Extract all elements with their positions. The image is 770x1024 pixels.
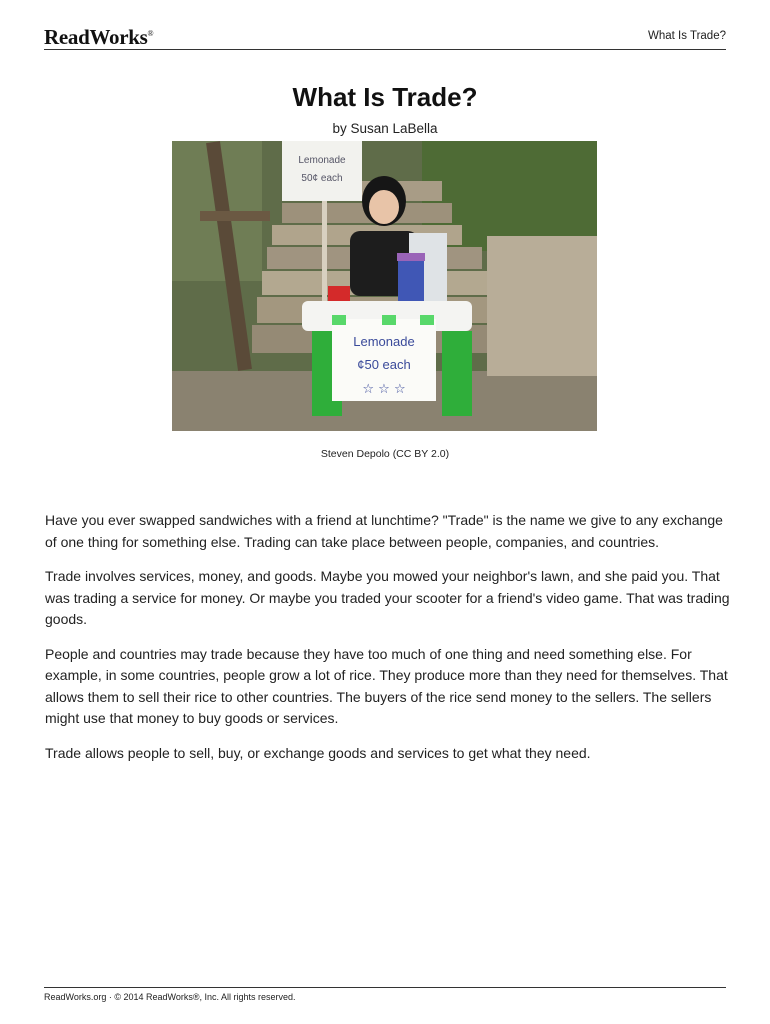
logo-text: ReadWorks — [44, 25, 148, 49]
top-sign-line-1: Lemonade — [298, 155, 346, 166]
article-byline: by Susan LaBella — [332, 121, 438, 136]
header-page-title: What Is Trade? — [648, 30, 726, 42]
paragraph-4: Trade allows people to sell, buy, or exchange goods and services to get what they need. — [45, 744, 591, 761]
article-photo — [172, 141, 597, 431]
article-title: What Is Trade? — [292, 82, 478, 112]
readworks-logo — [44, 25, 153, 50]
article-body — [45, 510, 730, 777]
top-sign-line-2: 50¢ each — [301, 173, 343, 184]
page-footer: ReadWorks.org · © 2014 ReadWorks®, Inc. All rights reserved. — [44, 987, 726, 1002]
paragraph-1: Have you ever swapped sandwiches with a friend at lunchtime? "Trade" is the name we give to any exchange of one thing for something else. Trading can take place between people, companies, and countries. — [45, 512, 723, 550]
front-sign-stars: ☆ ☆ ☆ — [362, 382, 406, 397]
logo-registered-mark: ® — [147, 29, 154, 38]
page-header — [44, 24, 726, 50]
front-sign-line-2: ¢50 each — [357, 357, 411, 372]
paragraph-2: Trade involves services, money, and goods. Maybe you mowed your neighbor's lawn, and she paid you. That was trading a service for money. Or maybe you traded your scooter for a friend's video game. That was trading goods. — [45, 568, 730, 627]
photo-caption: Steven Depolo (CC BY 2.0) — [320, 448, 450, 460]
front-sign-line-1: Lemonade — [353, 334, 415, 349]
lemonade-stand-photo — [172, 141, 597, 431]
paragraph-3: People and countries may trade because they have too much of one thing and need something else. For example, in some countries, people grow a lot of rice. They produce more than they need for themselves. That allows them to sell their rice to other countries. The buyers of the rice send money to the sellers. The sellers might use that money to buy goods or services. — [45, 645, 728, 726]
